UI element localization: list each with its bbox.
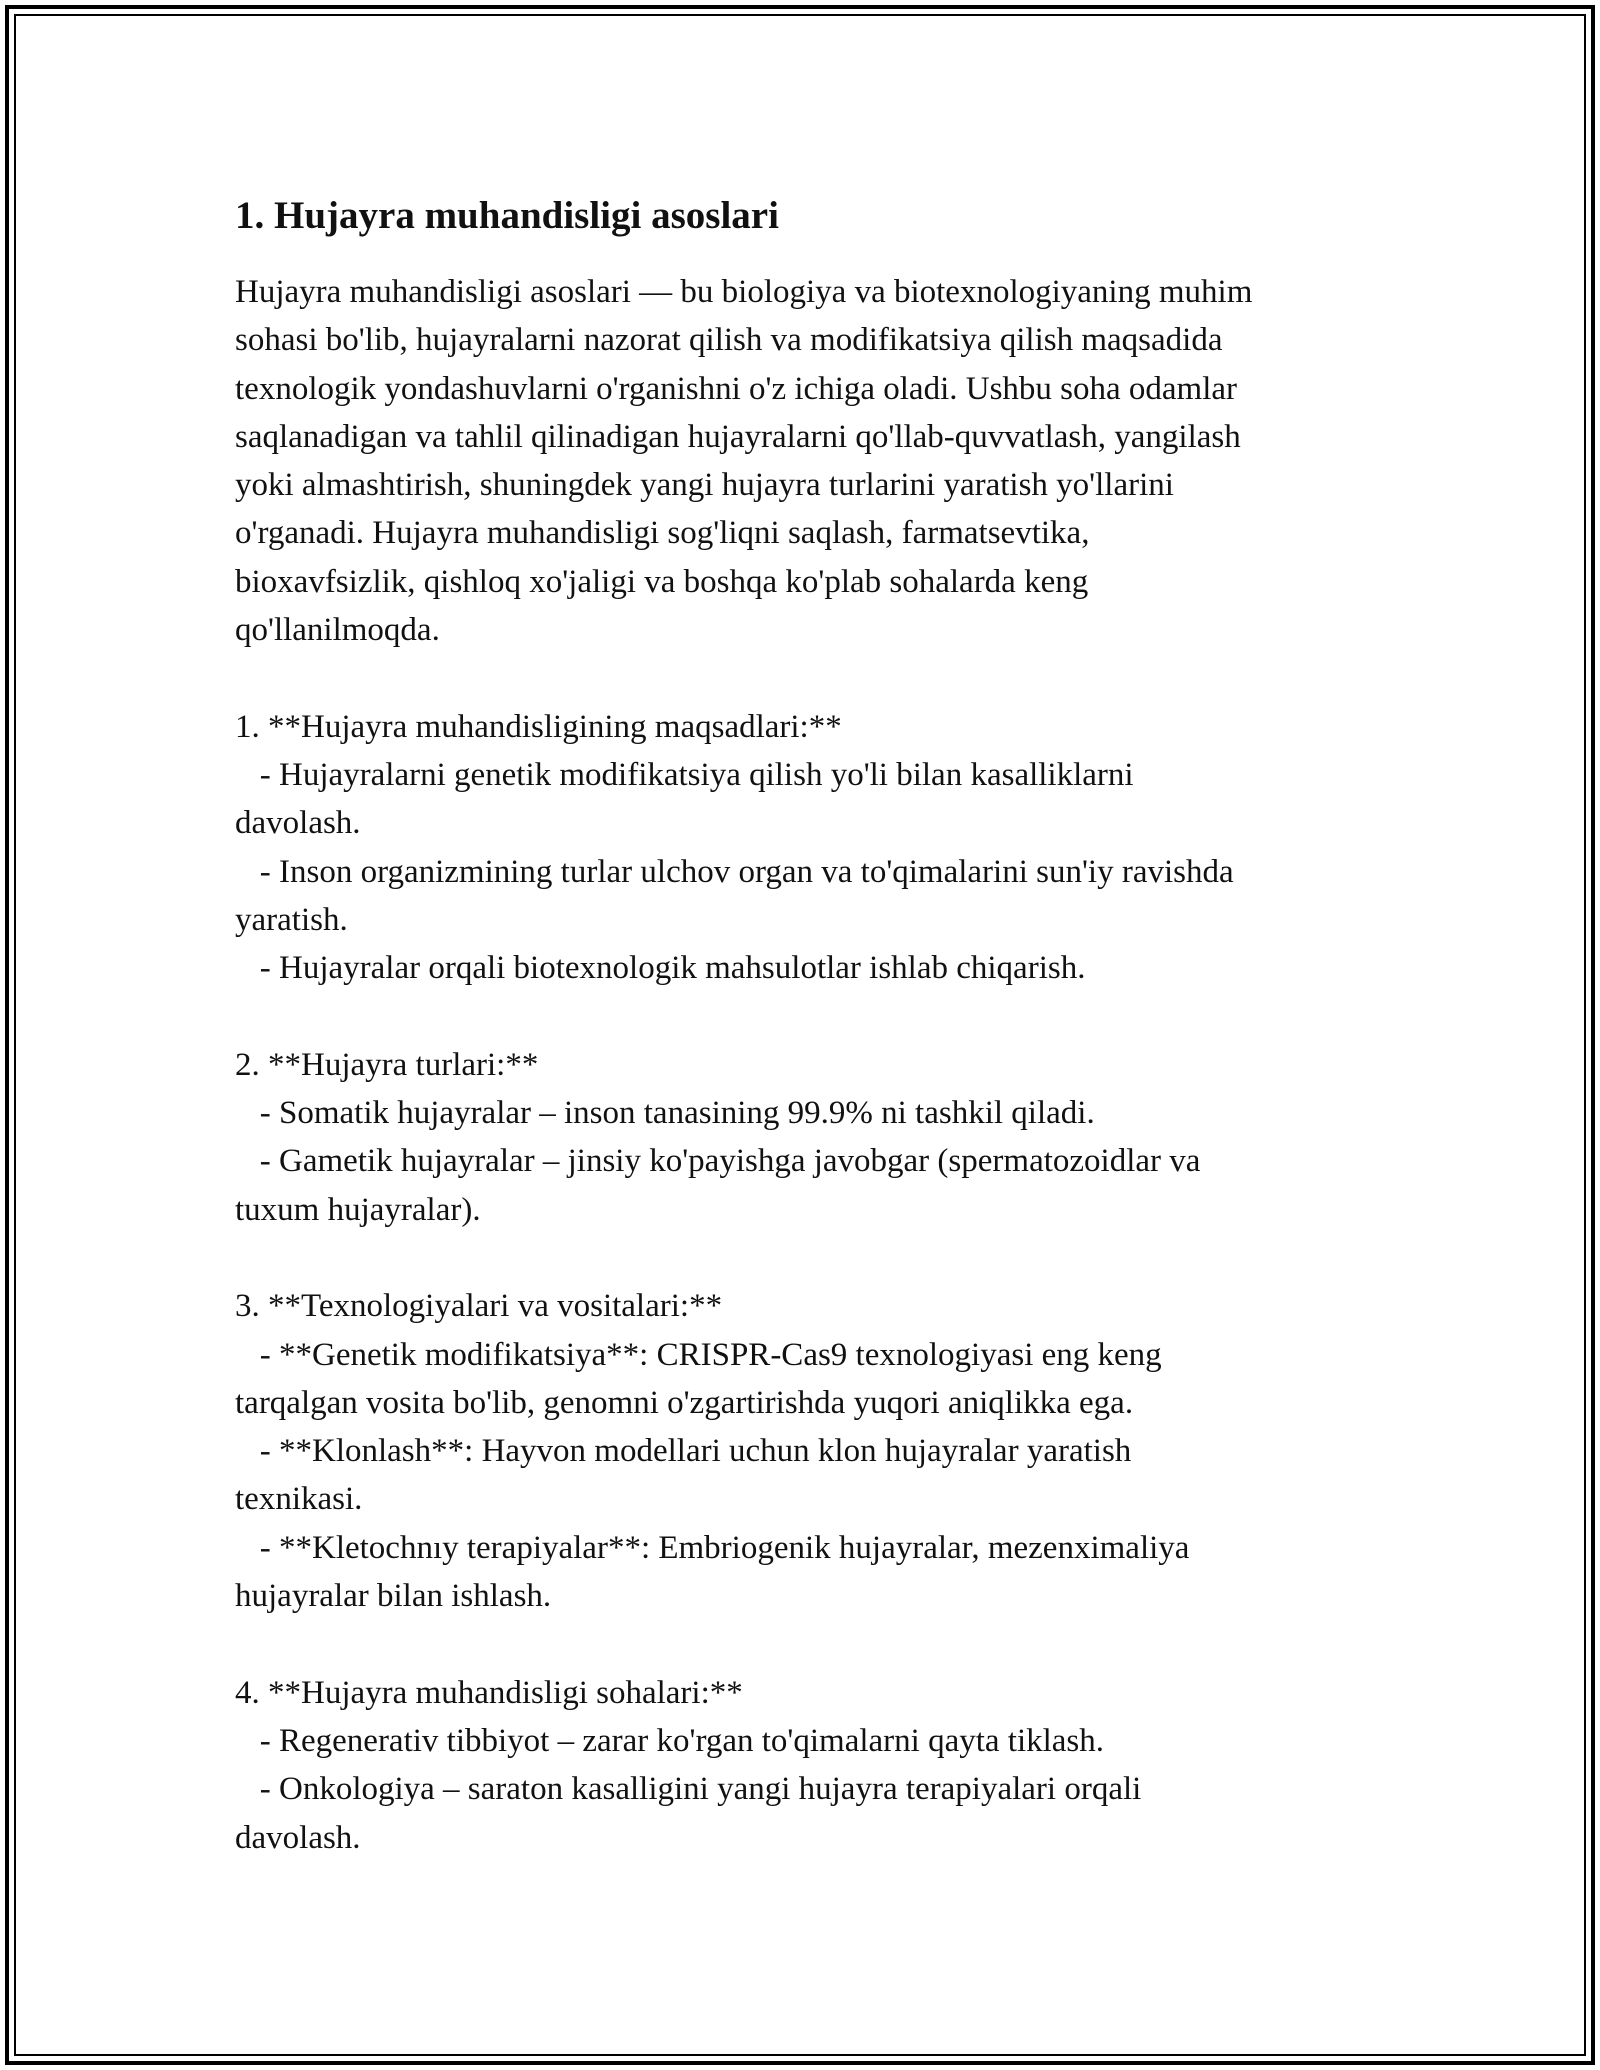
document-content bbox=[235, 190, 1385, 1862]
document-title: 1. Hujayra muhandisligi asoslari bbox=[235, 194, 779, 237]
document-body-text: Hujayra muhandisligi asoslari — bu biologiya va biotexnologiyaning muhim sohasi bo'lib, hujayralarni nazorat qilish va modifikatsiya qilish maqsadida texnologik yondashuvlarni o'rganishni o'z ichiga oladi. Ushbu soha odamlar saqlanadigan va tahlil qilinadigan hujayralarni qo'llab-quvvatlash, yangilash yoki almashtirish, shuningdek yangi hujayra turlarini yaratish yo'llarini o'rganadi. Hujayra muhandisligi sog'liqni saqlash, farmatsevtika, bioxavfsizlik, qishloq xo'jaligi va boshqa ko'plab sohalarda keng qo'llanilmoqda. 1. **Hujayra muhandisligining maqsadlari:** - Hujayralarni genetik modifikatsiya qilish yo'li bilan kasalliklarni davolash. - Inson organizmining turlar ulchov organ va to'qimalarini sun'iy ravishda yaratish. - Hujayralar orqali biotexnologik mahsulotlar ishlab chiqarish. 2. **Hujayra turlari:** - Somatik hujayralar – inson tanasining 99.9% ni tashkil qiladi. - Gametik hujayralar – jinsiy ko'payishga javobgar (spermatozoidlar va tuxum hujayralar). 3. **Texnologiyalari va vositalari:** - **Genetik modifikatsiya**: CRISPR-Cas9 texnologiyasi eng keng tarqalgan vosita bo'lib, genomni o'zgartirishda yuqori aniqlikka ega. - **Klonlash**: Hayvon modellari uchun klon hujayralar yaratish texnikasi. - **Kletochnıy terapiyalar**: Embriogenik hujayralar, mezenximaliya hujayralar bilan ishlash. 4. **Hujayra muhandisligi sohalari:** - Regenerativ tibbiyot – zarar ko'rgan to'qimalarni qayta tiklash. - Onkologiya – saraton kasalligini yangi hujayra terapiyalari orqali davolash. bbox=[235, 274, 1253, 1856]
